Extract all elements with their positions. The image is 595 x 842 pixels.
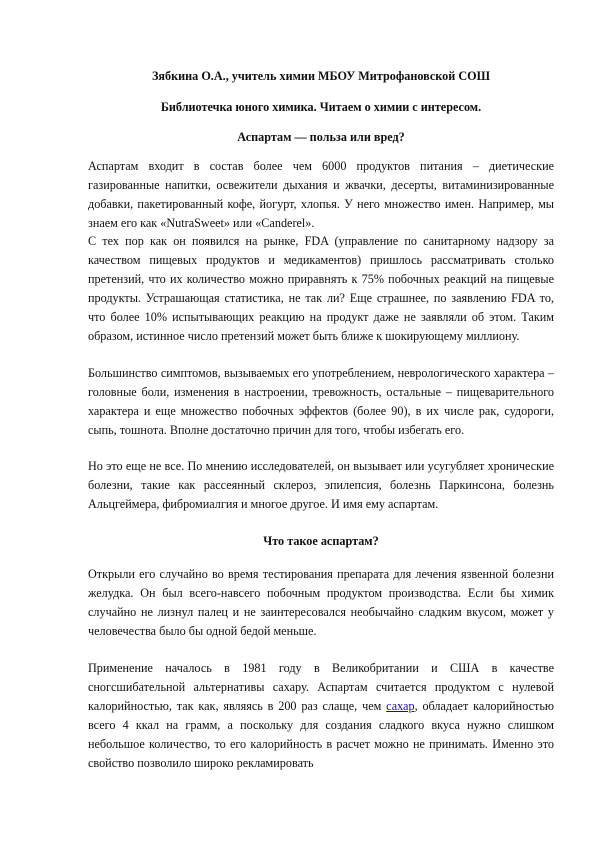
- paragraph-1: Аспартам входит в состав более чем 6000 продуктов питания – диетические газированные напитки, освежители дыхания и жвачки, десерты, витаминизированные добавки, пакетированный кофе, йогурт, хлопья. У него множество имен. Например, мы знаем его как «NutraSweet» или «Canderel».: [88, 159, 554, 230]
- paragraph-6: [88, 659, 554, 773]
- paragraph-5: Открыли его случайно во время тестирования препарата для лечения язвенной болезни желудка. Он был всего-навсего побочным продуктом производства. Если бы химик случайно не лизнул палец и не заинтересовался необычайно сладким вкусом, может у человечества было бы одной бедой меньше.: [88, 567, 554, 638]
- paragraph-6-text-end: , обладает калорийностью всего 4 ккал на грамм, а поскольку для создания сладкого вкуса нужно слишком небольшое количество, то его калорийность в расчет можно не принимать. Именно это свойство позволило широко рекламировать: [88, 699, 554, 770]
- paragraph-4: Но это еще не все. По мнению исследователей, он вызывает или усугубляет хронические болезни, такие как рассеянный склероз, эпилепсия, болезнь Паркинсона, болезнь Альцгеймера, фибромиалгия и многое другое. И имя ему аспартам.: [88, 459, 554, 511]
- author-line: Зябкина О.А., учитель химии МБОУ Митрофановской СОШ: [152, 69, 490, 83]
- paragraph-2: С тех пор как он появился на рынке, FDA (управление по санитарному надзору за качеством пищевых продуктов и медикаментов) пришлось рассматривать столько претензий, что их количество можно приравнять к 75% побочных реакций на пищевые продукты. Устрашающая статистика, не так ли? Еще страшнее, по заявлению FDA то, что более 10% испытывающих реакцию на продукт даже не заявляли об этом. Таким образом, истинное число претензий может быть ближе к шокирующему миллиону.: [88, 234, 554, 343]
- paragraph-3: Большинство симптомов, вызываемых его употреблением, неврологического характера – головные боли, изменения в настроении, тревожность, остальные – пищеварительного характера и еще множество побочных эффектов (более 90), в их числе рак, судороги, сыпь, тошнота. Вполне достаточно причин для того, чтобы избегать его.: [88, 366, 554, 437]
- paragraph-6-text-start: Применение началось в 1981 году в Великобритании и США в качестве сногсшибательной альтернативы сахару. Аспартам считается продуктом с нулевой калорийностью, так как, являясь в 200 раз слаще, чем: [88, 661, 554, 713]
- section-heading: Что такое аспартам?: [263, 534, 379, 548]
- page-title: Аспартам — польза или вред?: [237, 130, 405, 144]
- sugar-link[interactable]: сахар: [386, 699, 415, 713]
- series-line: Библиотечка юного химика. Читаем о химии с интересом.: [160, 100, 482, 114]
